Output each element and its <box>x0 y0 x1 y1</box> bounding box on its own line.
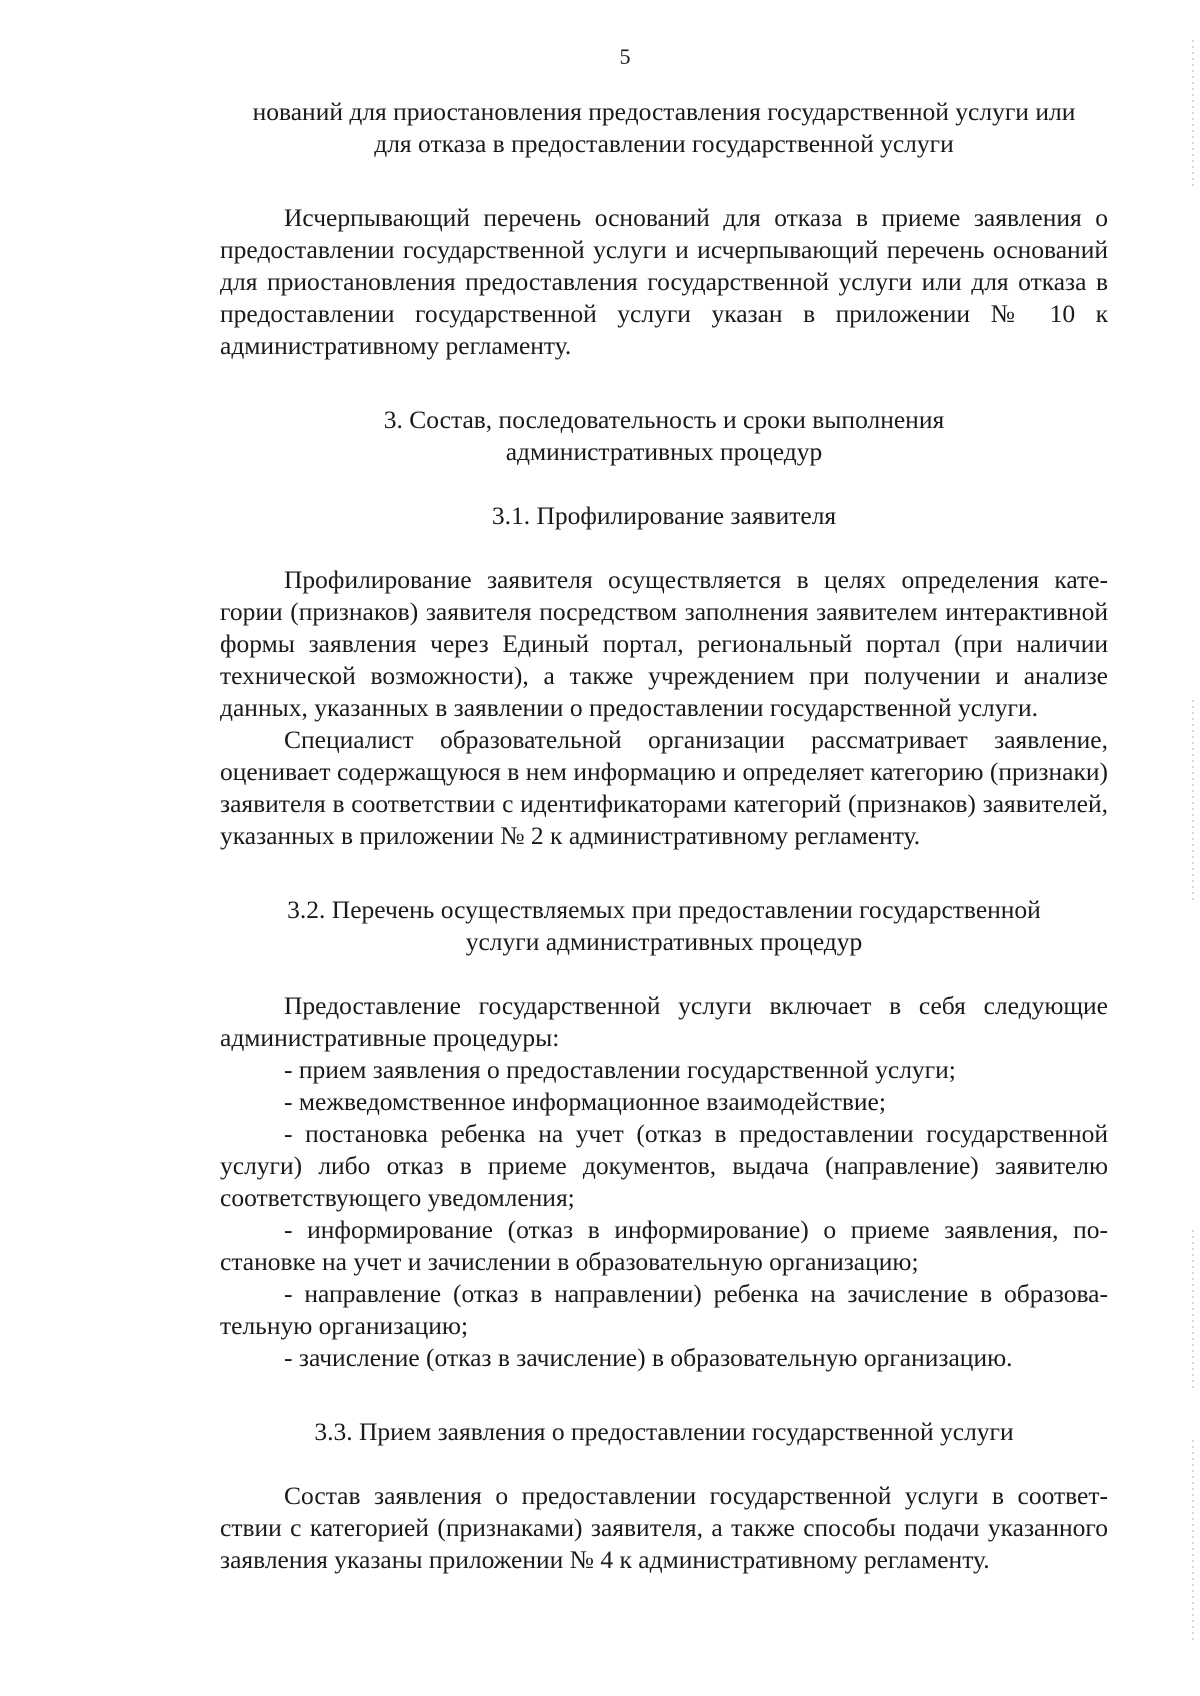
scan-edge-mark <box>1192 1440 1194 1640</box>
section-3-1-title: 3.1. Профилирование заявителя <box>491 501 837 530</box>
procedure-item-6: - зачисление (отказ в зачисление) в образовательную организацию. <box>284 1343 1013 1372</box>
procedure-item-4: - информирование (отказ в информирование) о приеме заявления, постановке на учет и зачислении в образовательную организацию; <box>220 1215 1108 1276</box>
continued-heading-line-1: нований для приостановления предоставления государственной услуги или <box>252 97 1076 126</box>
section-3-2-intro: Предоставление государственной услуги включает в себя следующие административные процедуры: <box>220 991 1108 1052</box>
scan-edge-mark <box>1192 1230 1194 1390</box>
procedure-item-2: - межведомственное информационное взаимодействие; <box>284 1087 886 1116</box>
section-3-title-line-1: 3. Состав, последовательность и сроки выполнения <box>383 405 945 434</box>
section-3-1-paragraph-1: Профилирование заявителя осуществляется в целях определения категории (признаков) заявителя посредством заполнения заявителем интерактивной формы заявления через Единый портал, региональный портал (при наличии технической возможности), а также учреждением при получении и анализе данных, указанных в заявлении о предоставлении государственной услуги. <box>220 565 1108 722</box>
section-3-title-line-2: административных процедур <box>505 437 823 466</box>
procedure-item-5: - направление (отказ в направлении) ребенка на зачисление в образовательную организацию; <box>220 1279 1108 1340</box>
section-3-2-title-line-1: 3.2. Перечень осуществляемых при предоставлении государственной <box>287 895 1041 924</box>
section-3-2-title-line-2: услуги административных процедур <box>465 927 863 956</box>
document-body <box>220 96 1108 1576</box>
procedure-item-1: - прием заявления о предоставлении государственной услуги; <box>284 1055 956 1084</box>
scan-edge-mark <box>1192 40 1194 190</box>
section-3-1-paragraph-2: Специалист образовательной организации рассматривает заявление, оценивает содержащуюся в нем информацию и определяет категорию (признаки) заявителя в соответствии с идентификаторами категорий (признаков) заявителей, указанных в приложении № 2 к административному регламенту. <box>220 725 1108 850</box>
continued-heading-line-2: для отказа в предоставлении государственной услуги <box>374 129 954 158</box>
section-3-3-title: 3.3. Прием заявления о предоставлении государственной услуги <box>314 1417 1014 1446</box>
intro-paragraph: Исчерпывающий перечень оснований для отказа в приеме заявления о предоставлении государственной услуги и исчерпывающий перечень оснований для приостановления предоставления государственной услуги или для отказа в предоставлении государственной услуги указан в приложении № 10 к административному регламенту. <box>220 203 1108 360</box>
section-3-3-paragraph: Состав заявления о предоставлении государственной услуги в соответствии с категорией (признаками) заявителя, а также способы подачи указанного заявления указаны приложении № 4 к административному регламенту. <box>220 1481 1108 1574</box>
scan-edge-mark <box>1192 700 1194 900</box>
page-number: 5 <box>619 44 631 69</box>
procedure-item-3: - постановка ребенка на учет (отказ в предоставлении государственной услуги) либо отказ в приеме документов, выдача (направление) заявителю соответствующего уведомления; <box>220 1119 1108 1212</box>
